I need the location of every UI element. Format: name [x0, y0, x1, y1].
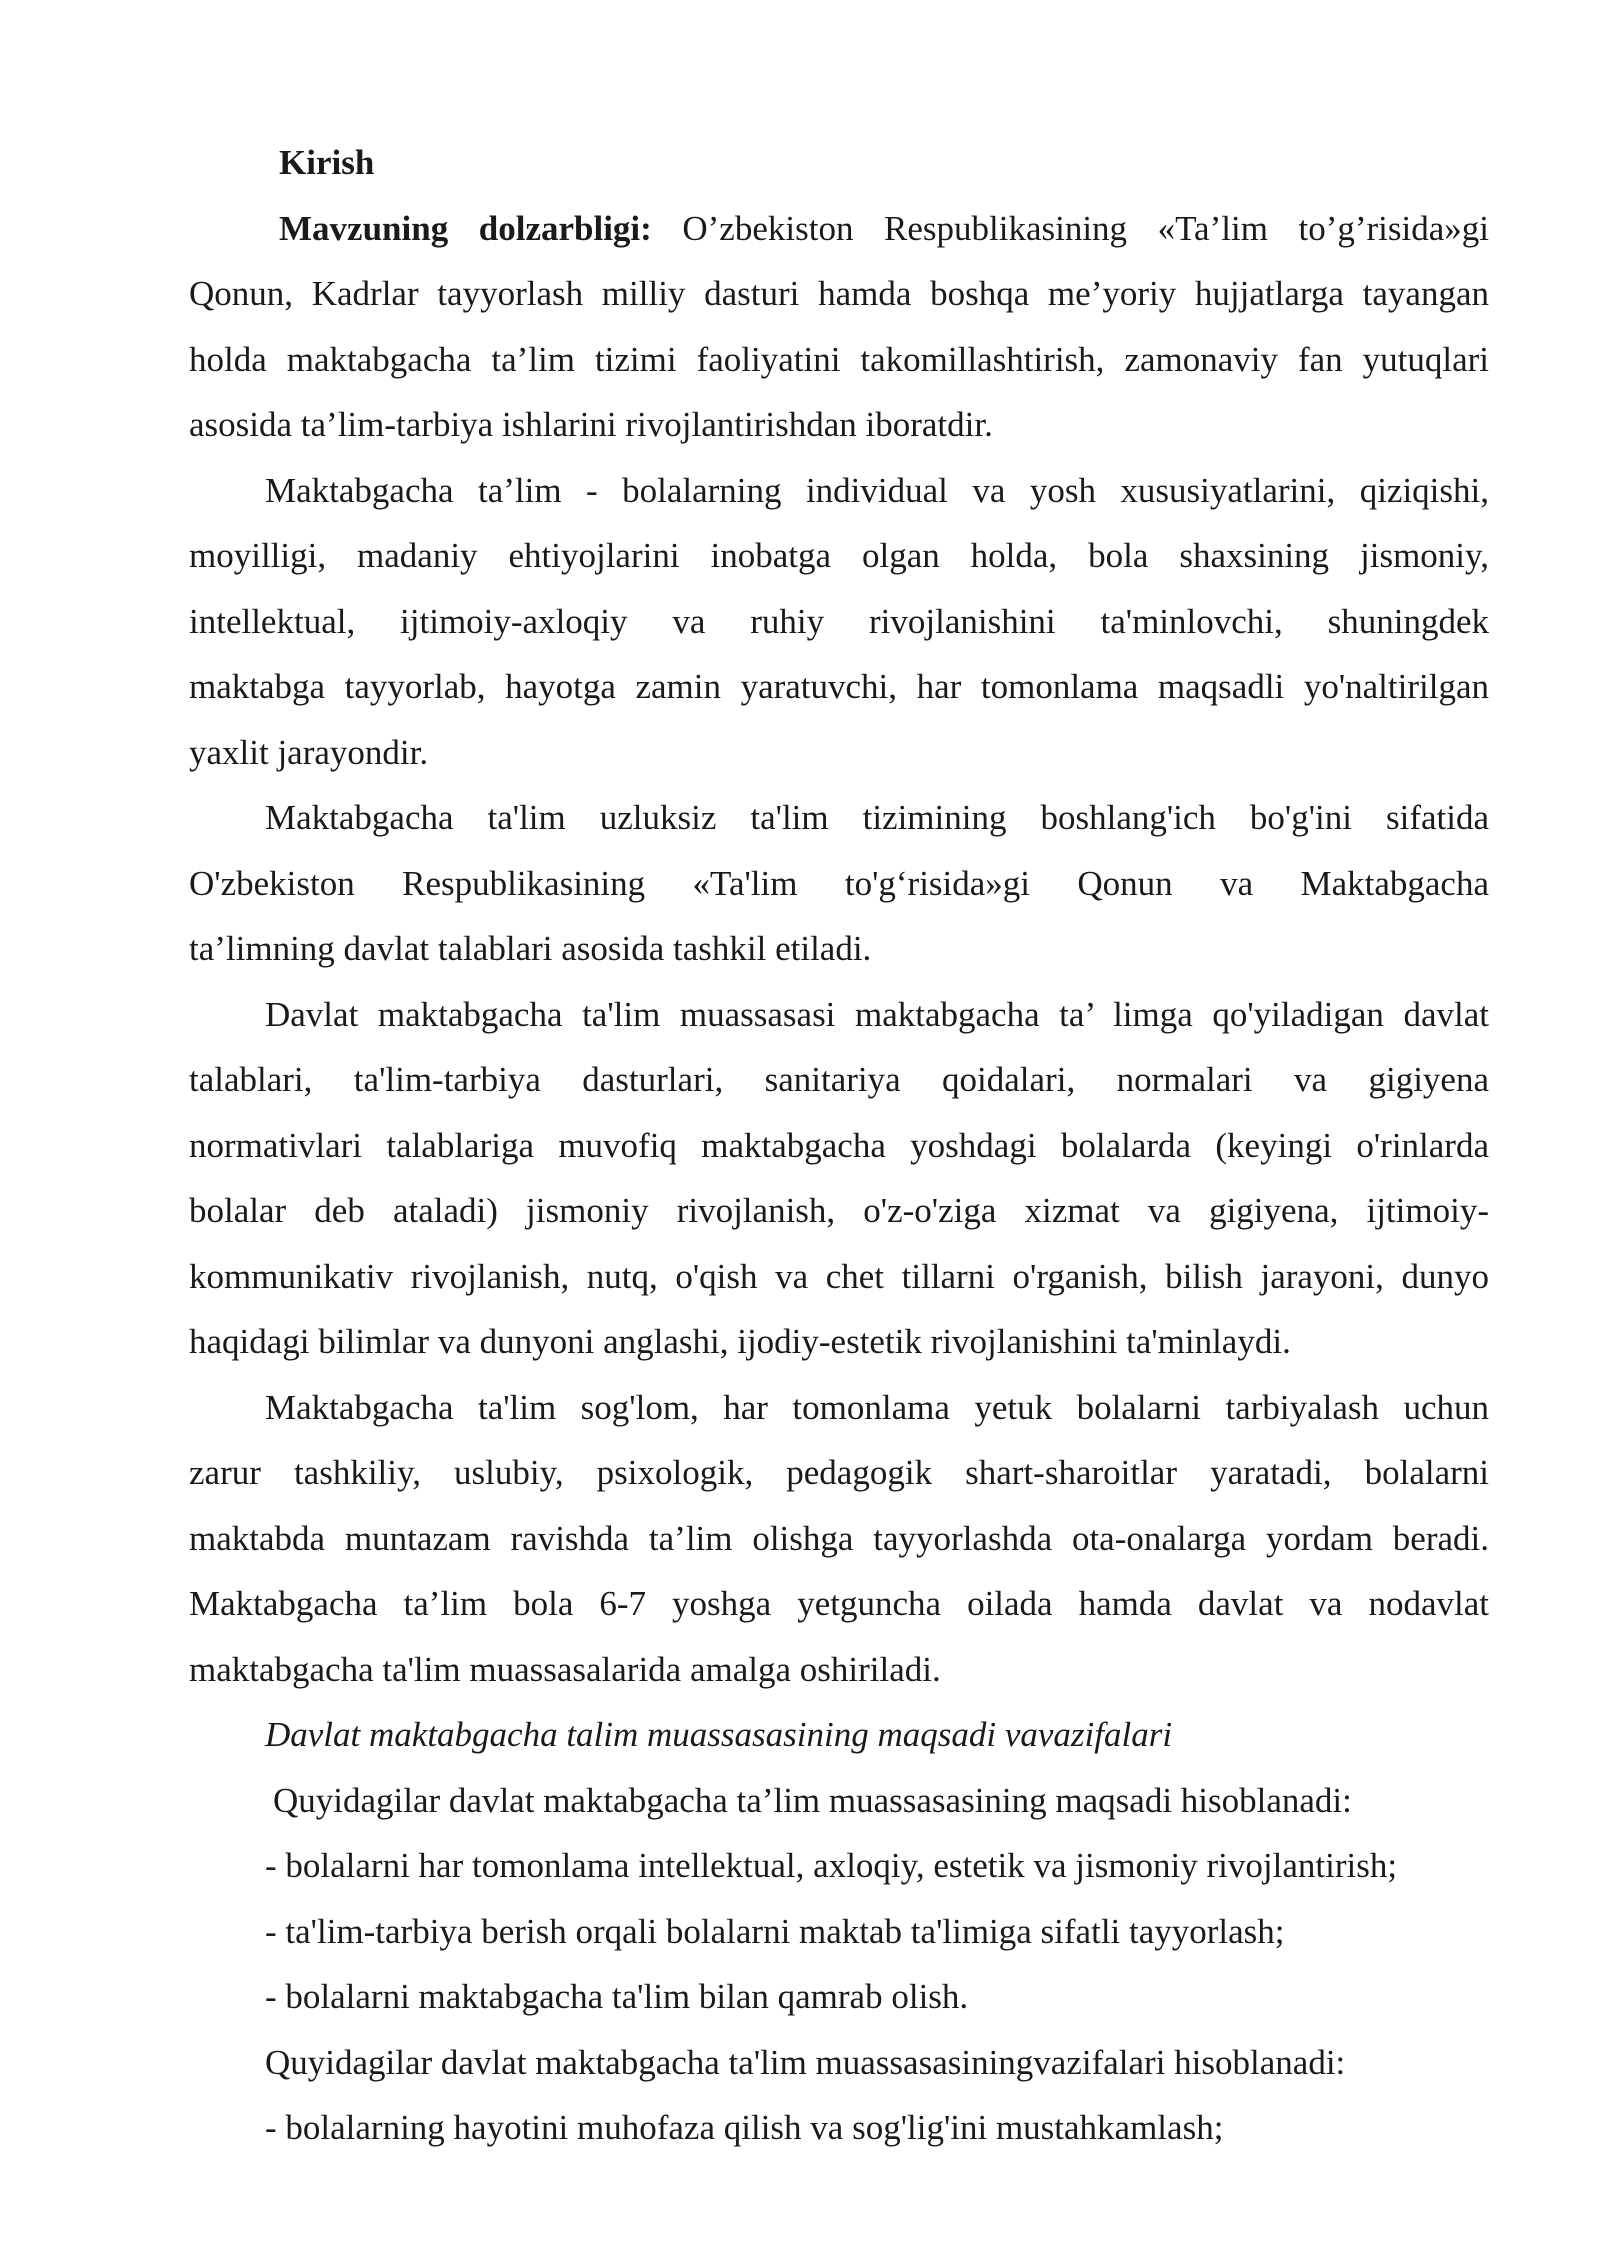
- paragraph-line: Quyidagilar davlat maktabgacha ta'lim muassasasiningvazifalari hisoblanadi:: [265, 2042, 1346, 2082]
- intro-label: Mavzuning dolzarbligi:: [279, 208, 652, 248]
- paragraph-line: Mavzuning dolzarbligi: O’zbekiston Respublikasining «Ta’lim to’g’risida»gi: [279, 208, 1489, 248]
- section-heading: Kirish: [279, 143, 375, 182]
- paragraph-line: maktabgacha ta'lim muassasalarida amalga oshiriladi.: [189, 1649, 941, 1689]
- list-item: - bolalarni maktabgacha ta'lim bilan qamrab olish.: [265, 1977, 969, 2016]
- paragraph-line: Quyidagilar davlat maktabgacha ta’lim muassasasining maqsadi hisoblanadi:: [273, 1780, 1352, 1820]
- paragraph-line: maktabga tayyorlab, hayotga zamin yaratuvchi, har tomonlama maqsadli yo'naltirilgan: [189, 667, 1489, 706]
- paragraph-line: intellektual, ijtimoiy-axloqiy va ruhiy rivojlanishini ta'minlovchi, shuningdek: [189, 601, 1489, 641]
- paragraph-line: Qonun, Kadrlar tayyorlash milliy dasturi hamda boshqa me’yoriy hujjatlarga tayangan: [189, 274, 1489, 313]
- paragraph-line: Maktabgacha ta'lim uzluksiz ta'lim tizimining boshlang'ich bo'g'ini sifatida: [265, 798, 1489, 837]
- paragraph-line: moyilligi, madaniy ehtiyojlarini inobatga olgan holda, bola shaxsining jismoniy,: [189, 536, 1489, 575]
- paragraph-line: yaxlit jarayondir.: [189, 732, 429, 772]
- paragraph-line: Maktabgacha ta’lim - bolalarning individual va yosh xususiyatlarini, qiziqishi,: [265, 470, 1489, 510]
- paragraph-line: talablari, ta'lim-tarbiya dasturlari, sanitariya qoidalari, normalari va gigiyena: [189, 1060, 1489, 1099]
- subsection-heading: Davlat maktabgacha talim muassasasining maqsadi vavazifalari: [265, 1715, 1173, 1754]
- paragraph-line: O'zbekiston Respublikasining «Ta'lim to'g‘risida»gi Qonun va Maktabgacha: [189, 863, 1489, 903]
- paragraph-line: ta’limning davlat talablari asosida tashkil etiladi.: [189, 929, 872, 968]
- paragraph-line: zarur tashkiliy, uslubiy, psixologik, pedagogik shart-sharoitlar yaratadi, bolalarni: [189, 1453, 1489, 1492]
- paragraph-line: bolalar deb ataladi) jismoniy rivojlanish, o'z-o'ziga xizmat va gigiyena, ijtimoiy-: [189, 1191, 1489, 1230]
- paragraph-line: kommunikativ rivojlanish, nutq, o'qish va chet tillarni o'rganish, bilish jarayoni, dunyo: [189, 1256, 1489, 1296]
- list-item: - bolalarni har tomonlama intellektual, axloqiy, estetik va jismoniy rivojlantirish;: [265, 1846, 1398, 1885]
- list-item: - bolalarning hayotini muhofaza qilish va sog'lig'ini mustahkamlash;: [265, 2108, 1224, 2147]
- paragraph-line: Davlat maktabgacha ta'lim muassasasi maktabgacha ta’ limga qo'yiladigan davlat: [265, 994, 1489, 1034]
- paragraph-line: asosida ta’lim-tarbiya ishlarini rivojlantirishdan iboratdir.: [189, 405, 993, 444]
- paragraph-line: normativlari talablariga muvofiq maktabgacha yoshdagi bolalarda (keyingi o'rinlarda: [189, 1125, 1489, 1165]
- paragraph-line: holda maktabgacha ta’lim tizimi faoliyatini takomillashtirish, zamonaviy fan yutuqlari: [189, 339, 1489, 379]
- paragraph-line: haqidagi bilimlar va dunyoni anglashi, ijodiy-estetik rivojlanishini ta'minlaydi.: [189, 1322, 1291, 1361]
- paragraph-line: Maktabgacha ta’lim bola 6-7 yoshga yetguncha oilada hamda davlat va nodavlat: [189, 1584, 1489, 1623]
- list-item: - ta'lim-tarbiya berish orqali bolalarni maktab ta'limiga sifatli tayyorlash;: [265, 1911, 1285, 1951]
- paragraph-line: Maktabgacha ta'lim sog'lom, har tomonlama yetuk bolalarni tarbiyalash uchun: [265, 1387, 1489, 1427]
- document-page: [189, 130, 1489, 2161]
- paragraph-line: maktabda muntazam ravishda ta’lim olishga tayyorlashda ota-onalarga yordam beradi.: [189, 1518, 1489, 1558]
